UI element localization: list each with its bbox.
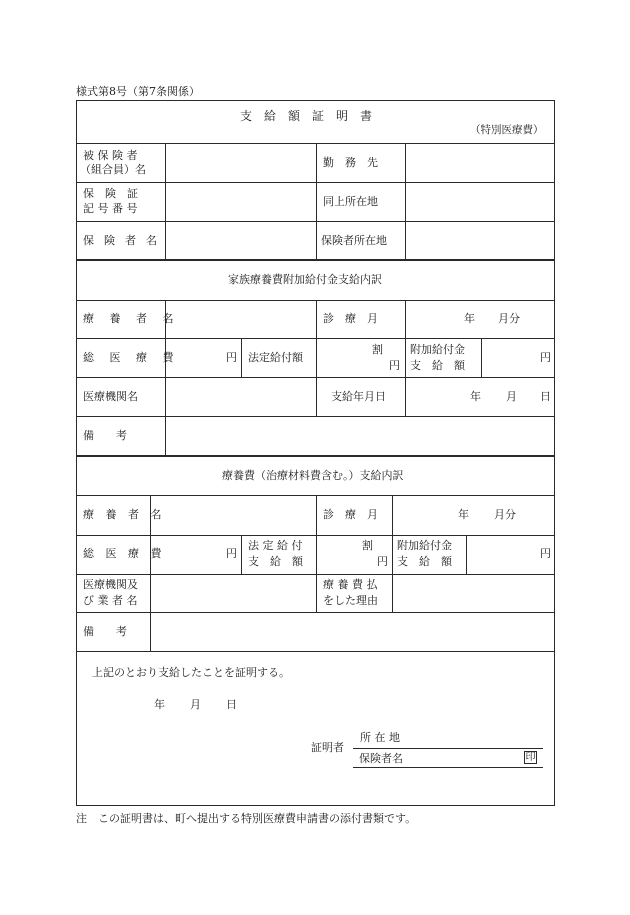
institution-vendor-label: び 業 者 名	[83, 594, 138, 607]
patient-name-label: 療 養 者 名	[83, 508, 166, 521]
insurer-name-label: 保険者名	[83, 234, 167, 247]
workplace-label: 勤 務 先	[323, 156, 378, 169]
institution-vendor-label: 医療機関及	[83, 578, 138, 591]
total-medical-cost-label: 総 医 療 費	[83, 547, 166, 560]
patient-name-field[interactable]	[151, 496, 316, 535]
month-unit: 月	[190, 698, 201, 711]
remarks-field[interactable]	[166, 417, 554, 455]
certifier-label: 証明者	[311, 741, 344, 754]
ratio-unit: 割	[362, 539, 373, 552]
form-subtitle: （特別医療費）	[470, 124, 544, 136]
statutory-benefit-label: 法 定 給 付	[248, 539, 303, 552]
insurer-name-field[interactable]	[166, 222, 316, 259]
rule	[241, 535, 242, 574]
footnote: 注 この証明書は、町へ提出する特別医療費申請書の添付書類です。	[76, 812, 417, 825]
rule	[466, 535, 467, 574]
rule	[76, 455, 555, 457]
certification-statement: 上記のとおり支給したことを証明する。	[92, 666, 290, 679]
total-cost-field[interactable]	[151, 536, 241, 574]
rule	[316, 495, 317, 612]
seal-box: 印	[525, 752, 536, 763]
month-unit: 月	[506, 390, 517, 403]
additional-benefit-label: 附加給付金	[410, 343, 465, 356]
cert-number-field[interactable]	[166, 183, 316, 221]
medical-institution-label: 医療機関名	[83, 390, 138, 403]
rule	[405, 300, 406, 416]
statutory-benefit-label: 支 給 額	[248, 555, 303, 568]
month-portion-unit: 月分	[498, 312, 520, 325]
location-label: 所 在 地	[360, 731, 400, 744]
insured-label: 被 保 険 者	[83, 149, 138, 162]
patient-name-label: 療 養 者 名	[83, 312, 180, 325]
form-title: 支 給 額 証 明 書	[240, 109, 373, 123]
rule	[316, 143, 317, 260]
payment-date-label: 支給年月日	[331, 390, 386, 403]
total-cost-field[interactable]	[166, 339, 241, 377]
insurer-address-label: 保険者所在地	[321, 234, 387, 247]
day-unit: 日	[226, 698, 237, 711]
additional-benefit-label: 支 給 額	[410, 359, 465, 372]
exam-month-label: 診 療 月	[323, 508, 378, 521]
year-unit: 年	[464, 312, 475, 325]
cert-label: 記 号 番 号	[83, 202, 138, 215]
insured-label: （組合員）名	[80, 163, 146, 176]
cert-label: 保 険 証	[83, 187, 138, 200]
additional-benefit-label: 支 給 額	[397, 555, 452, 568]
rule	[316, 300, 317, 416]
yen-unit: 円	[226, 351, 237, 364]
insured-name-field[interactable]	[166, 144, 316, 182]
signature-line	[353, 767, 543, 768]
signature-line	[353, 748, 543, 749]
year-unit: 年	[154, 698, 165, 711]
rule	[481, 338, 482, 377]
institution-field[interactable]	[166, 378, 316, 416]
workplace-field[interactable]	[406, 144, 554, 182]
exam-month-label: 診 療 月	[323, 312, 378, 325]
remarks-label: 備 考	[83, 429, 127, 442]
reimbursement-reason-label: をした理由	[323, 594, 378, 607]
same-address-field[interactable]	[406, 183, 554, 221]
yen-unit: 円	[226, 547, 237, 560]
reason-field[interactable]	[393, 575, 554, 612]
remarks-label: 備 考	[83, 625, 127, 638]
reimbursement-reason-label: 療 養 費 払	[323, 578, 378, 591]
section1-title: 家族療養費附加給付金支給内訳	[228, 273, 382, 286]
yen-unit: 円	[377, 555, 388, 568]
section2-title: 療養費（治療材料費含む。）支給内訳	[222, 469, 404, 482]
insurer-address-field[interactable]	[406, 222, 554, 259]
day-unit: 日	[540, 390, 551, 403]
rule	[241, 338, 242, 377]
rule	[76, 651, 555, 652]
total-medical-cost-label: 総 医 療 費	[83, 351, 180, 364]
year-unit: 年	[470, 390, 481, 403]
institution-vendor-field[interactable]	[151, 575, 316, 612]
remarks-field[interactable]	[151, 613, 554, 651]
year-unit: 年	[458, 508, 469, 521]
statutory-benefit-label: 法定給付額	[248, 351, 303, 364]
ratio-unit: 割	[372, 343, 383, 356]
yen-unit: 円	[389, 359, 400, 372]
yen-unit: 円	[540, 351, 551, 364]
patient-name-field[interactable]	[166, 301, 316, 338]
form-number: 様式第8号（第7条関係）	[76, 85, 200, 98]
same-address-label: 同上所在地	[323, 195, 378, 208]
yen-unit: 円	[540, 547, 551, 560]
insurer-name-label: 保険者名	[359, 752, 403, 765]
month-portion-unit: 月分	[494, 508, 516, 521]
additional-benefit-label: 附加給付金	[397, 539, 452, 552]
